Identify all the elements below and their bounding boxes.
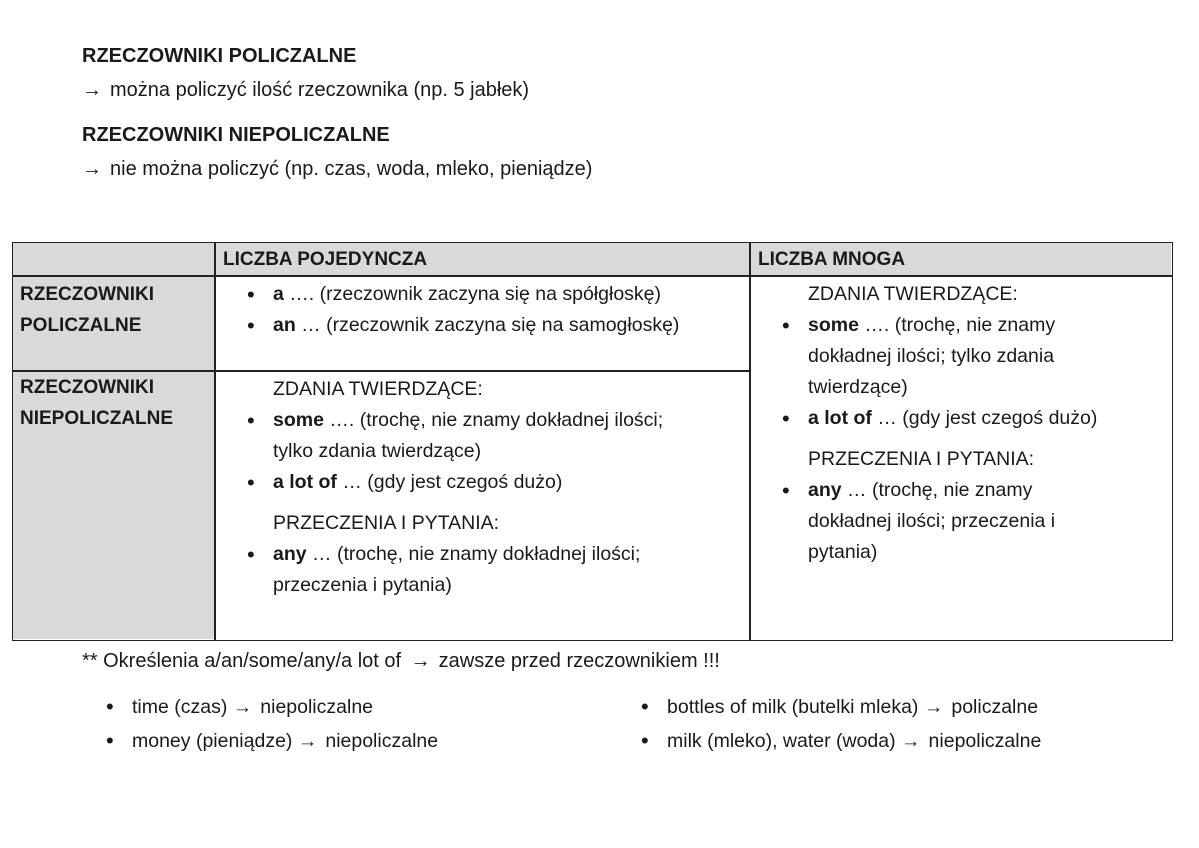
col-divider-2 <box>749 243 751 640</box>
article-a: a <box>273 283 284 305</box>
note-prefix: ** Określenia a/an/some/any/a lot of <box>82 650 402 672</box>
quantifier-any: any <box>808 479 842 501</box>
note <box>82 650 720 673</box>
some-desc-line3: twierdzące) <box>808 376 908 398</box>
list-item <box>780 475 1097 568</box>
desc-uncountable-text: nie można policzyć (np. czas, woda, mleko, pieniądze) <box>110 158 593 180</box>
list-item <box>245 539 663 601</box>
list-item <box>639 724 1041 758</box>
list-item <box>104 724 438 758</box>
list-item <box>104 690 438 724</box>
any-desc-line2: przeczenia i pytania) <box>273 574 452 596</box>
quantifier-a-lot-of: a lot of <box>808 407 872 429</box>
example-noun: bottles of milk (butelki mleka) <box>667 696 919 718</box>
title-uncountable: RZECZOWNIKI NIEPOLICZALNE <box>82 124 390 146</box>
title-countable: RZECZOWNIKI POLICZALNE <box>82 45 357 67</box>
row-head-uncountable <box>20 372 173 434</box>
list-item <box>245 279 679 310</box>
table-header-row <box>13 243 1171 275</box>
article-a-desc: …. (rzeczownik zaczyna się na spółgłoskę) <box>283 283 662 305</box>
some-desc-line2: dokładnej ilości; tylko zdania <box>808 345 1055 367</box>
note-suffix: zawsze przed rzeczownikiem !!! <box>438 650 720 672</box>
header-singular: LICZBA POJEDYNCZA <box>223 249 428 270</box>
list-item <box>245 467 663 498</box>
desc-countable-text: można policzyć ilość rzeczownika (np. 5 jabłek) <box>110 79 530 101</box>
desc-countable <box>82 79 529 102</box>
examples-right <box>639 690 1041 758</box>
arrow-right-icon: → <box>232 696 253 718</box>
countable-singular-cell <box>245 279 679 341</box>
a-lot-of-desc: … (gdy jest czegoś dużo) <box>871 407 1098 429</box>
row-head-uncountable-line2: NIEPOLICZALNE <box>20 408 174 429</box>
any-desc-line1: … (trochę, nie znamy dokładnej ilości; <box>306 543 641 565</box>
uncountable-singular-cell <box>245 374 663 601</box>
example-result: niepoliczalne <box>260 696 374 718</box>
example-noun: money (pieniądze) <box>132 730 293 752</box>
desc-uncountable <box>82 158 592 181</box>
list-item <box>245 405 663 467</box>
row-head-countable-line1: RZECZOWNIKI <box>20 284 155 305</box>
some-desc-line1: …. (trochę, nie znamy dokładnej ilości; <box>323 409 664 431</box>
example-result: niepoliczalne <box>928 730 1042 752</box>
example-noun: milk (mleko), water (woda) <box>667 730 896 752</box>
quantifier-some: some <box>808 314 859 336</box>
list-item <box>245 310 679 341</box>
grammar-table <box>12 242 1173 641</box>
row-head-uncountable-line1: RZECZOWNIKI <box>20 377 155 398</box>
arrow-right-icon: → <box>82 158 102 180</box>
quantifier-any: any <box>273 543 307 565</box>
any-desc-line3: pytania) <box>808 541 878 563</box>
any-desc-line2: dokładnej ilości; przeczenia i <box>808 510 1056 532</box>
arrow-right-icon: → <box>297 730 318 752</box>
a-lot-of-desc: … (gdy jest czegoś dużo) <box>336 471 563 493</box>
col-divider-1 <box>214 243 216 640</box>
row-head-countable <box>20 279 154 341</box>
list-item <box>780 310 1097 403</box>
list-item <box>780 403 1097 434</box>
arrow-right-icon: → <box>901 730 921 752</box>
arrow-right-icon: → <box>410 650 431 672</box>
quantifier-some: some <box>273 409 324 431</box>
list-item <box>639 690 1041 724</box>
header-plural: LICZBA MNOGA <box>758 249 906 270</box>
any-desc-line1: … (trochę, nie znamy <box>841 479 1033 501</box>
heading-positive: ZDANIA TWIERDZĄCE: <box>808 283 1018 305</box>
heading-negative: PRZECZENIA I PYTANIA: <box>273 512 500 534</box>
heading-negative: PRZECZENIA I PYTANIA: <box>808 448 1035 470</box>
example-result: niepoliczalne <box>325 730 439 752</box>
article-an: an <box>273 314 296 336</box>
arrow-right-icon: → <box>82 79 102 101</box>
quantifier-a-lot-of: a lot of <box>273 471 337 493</box>
header-divider <box>13 275 1172 277</box>
examples-left <box>104 690 438 758</box>
heading-positive: ZDANIA TWIERDZĄCE: <box>273 378 483 400</box>
example-result: policzalne <box>951 696 1039 718</box>
some-desc-line2: tylko zdania twierdzące) <box>273 440 482 462</box>
example-noun: time (czas) <box>132 696 228 718</box>
article-an-desc: … (rzeczownik zaczyna się na samogłoskę) <box>295 314 680 336</box>
arrow-right-icon: → <box>923 696 944 718</box>
row-head-countable-line2: POLICZALNE <box>20 315 142 336</box>
plural-cell <box>780 279 1097 568</box>
some-desc-line1: …. (trochę, nie znamy <box>858 314 1056 336</box>
